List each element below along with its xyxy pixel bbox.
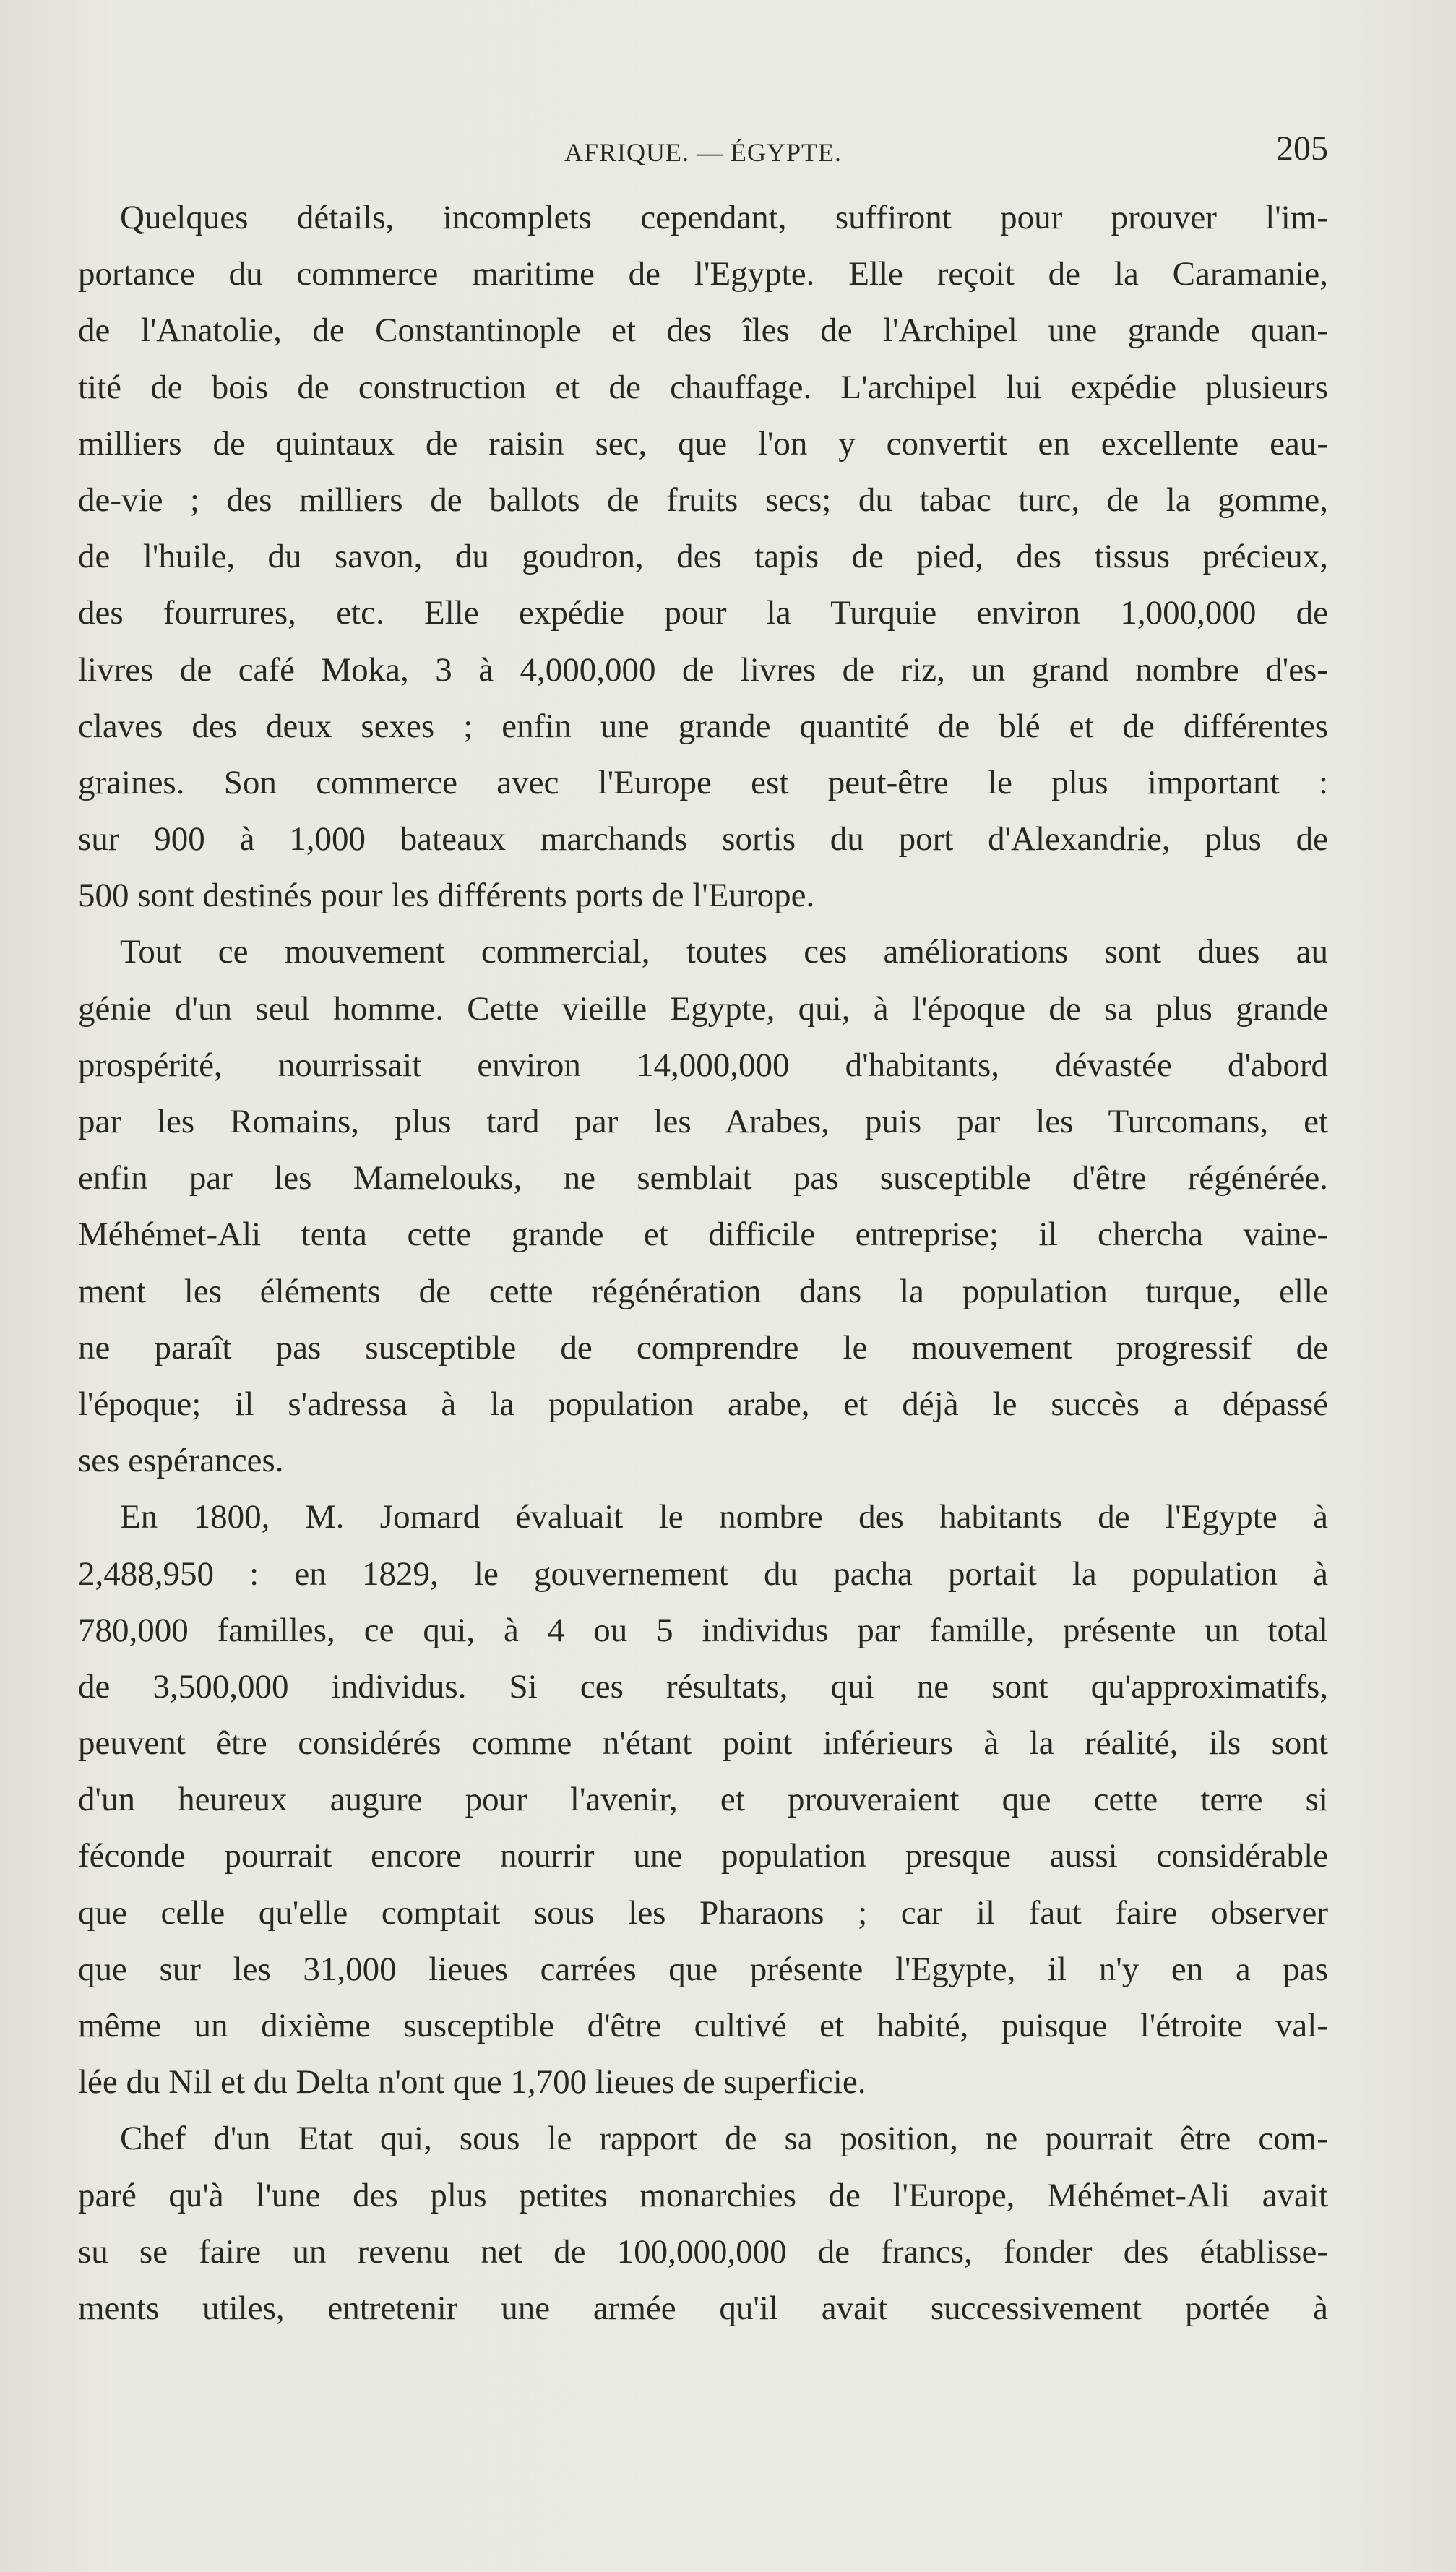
- text-line: ne paraît pas susceptible de comprendre le mouvement progressif de: [78, 1328, 1328, 1367]
- text-line: des fourrures, etc. Elle expédie pour la Turquie environ 1,000,000 de: [78, 594, 1328, 632]
- text-line: 2,488,950 : en 1829, le gouvernement du pacha portait la population à: [78, 1554, 1328, 1593]
- text-line: féconde pourrait encore nourrir une population presque aussi considérable: [78, 1837, 1328, 1875]
- text-line: tité de bois de construction et de chauffage. L'archipel lui expédie plusieurs: [78, 368, 1328, 406]
- text-line: même un dixième susceptible d'être cultivé et habité, puisque l'étroite val-: [78, 2007, 1328, 2044]
- body-text: [78, 189, 1328, 2336]
- text-line: que sur les 31,000 lieues carrées que présente l'Egypte, il n'y en a pas: [78, 1950, 1328, 1988]
- text-line: su se faire un revenu net de 100,000,000 de francs, fonder des établisse-: [78, 2232, 1328, 2271]
- text-line: En 1800, M. Jomard évaluait le nombre des habitants de l'Egypte à: [120, 1498, 1328, 1536]
- text-line: paré qu'à l'une des plus petites monarchies de l'Europe, Méhémet-Ali avait: [78, 2176, 1328, 2214]
- text-line: lée du Nil et du Delta n'ont que 1,700 lieues de superficie.: [78, 2063, 866, 2102]
- text-line: Chef d'un Etat qui, sous le rapport de sa position, ne pourrait être com-: [120, 2120, 1328, 2158]
- text-line: ment les éléments de cette régénération dans la population turque, elle: [78, 1272, 1328, 1310]
- text-line: prospérité, nourrissait environ 14,000,000 d'habitants, dévastée d'abord: [78, 1046, 1328, 1084]
- text-line: génie d'un seul homme. Cette vieille Egypte, qui, à l'époque de sa plus grande: [78, 989, 1328, 1028]
- running-title: AFRIQUE. — ÉGYPTE.: [564, 138, 842, 167]
- text-line: portance du commerce maritime de l'Egypte. Elle reçoit de la Caramanie,: [78, 255, 1328, 293]
- text-line: sur 900 à 1,000 bateaux marchands sortis du port d'Alexandrie, plus de: [78, 820, 1328, 859]
- text-line: ments utiles, entretenir une armée qu'il avait successivement portée à: [78, 2289, 1328, 2327]
- text-line: peuvent être considérés comme n'étant point inférieurs à la réalité, ils sont: [78, 1724, 1328, 1763]
- text-line: claves des deux sexes ; enfin une grande quantité de blé et de différentes: [78, 707, 1328, 745]
- text-line: 500 sont destinés pour les différents ports de l'Europe.: [78, 877, 815, 915]
- text-line: l'époque; il s'adressa à la population arabe, et déjà le succès a dépassé: [78, 1385, 1328, 1423]
- text-line: d'un heureux augure pour l'avenir, et prouveraient que cette terre si: [78, 1781, 1328, 1819]
- text-line: que celle qu'elle comptait sous les Pharaons ; car il faut faire observer: [78, 1893, 1328, 1932]
- text-line: ses espérances.: [78, 1442, 284, 1480]
- page-number: 205: [1276, 129, 1328, 168]
- text-line: de-vie ; des milliers de ballots de fruits secs; du tabac turc, de la gomme,: [78, 481, 1328, 519]
- text-line: de 3,500,000 individus. Si ces résultats, qui ne sont qu'approximatifs,: [78, 1667, 1328, 1706]
- text-line: par les Romains, plus tard par les Arabes, puis par les Turcomans, et: [78, 1103, 1328, 1140]
- text-line: livres de café Moka, 3 à 4,000,000 de livres de riz, un grand nombre d'es-: [78, 650, 1328, 689]
- text-line: de l'huile, du savon, du goudron, des tapis de pied, des tissus précieux,: [78, 538, 1328, 576]
- page-header: [78, 129, 1328, 172]
- text-line: graines. Son commerce avec l'Europe est peut-être le plus important :: [78, 763, 1328, 801]
- text-line: de l'Anatolie, de Constantinople et des îles de l'Archipel une grande quan-: [78, 311, 1328, 350]
- text-line: enfin par les Mamelouks, ne semblait pas susceptible d'être régénérée.: [78, 1159, 1328, 1197]
- text-line: Quelques détails, incomplets cependant, suffiront pour prouver l'im-: [120, 199, 1328, 236]
- text-line: Méhémet-Ali tenta cette grande et difficile entreprise; il chercha vaine-: [78, 1216, 1328, 1254]
- text-line: milliers de quintaux de raisin sec, que l'on y convertit en excellente eau-: [78, 424, 1328, 463]
- text-line: 780,000 familles, ce qui, à 4 ou 5 individus par famille, présente un total: [78, 1611, 1328, 1649]
- text-line: Tout ce mouvement commercial, toutes ces améliorations sont dues au: [120, 933, 1328, 971]
